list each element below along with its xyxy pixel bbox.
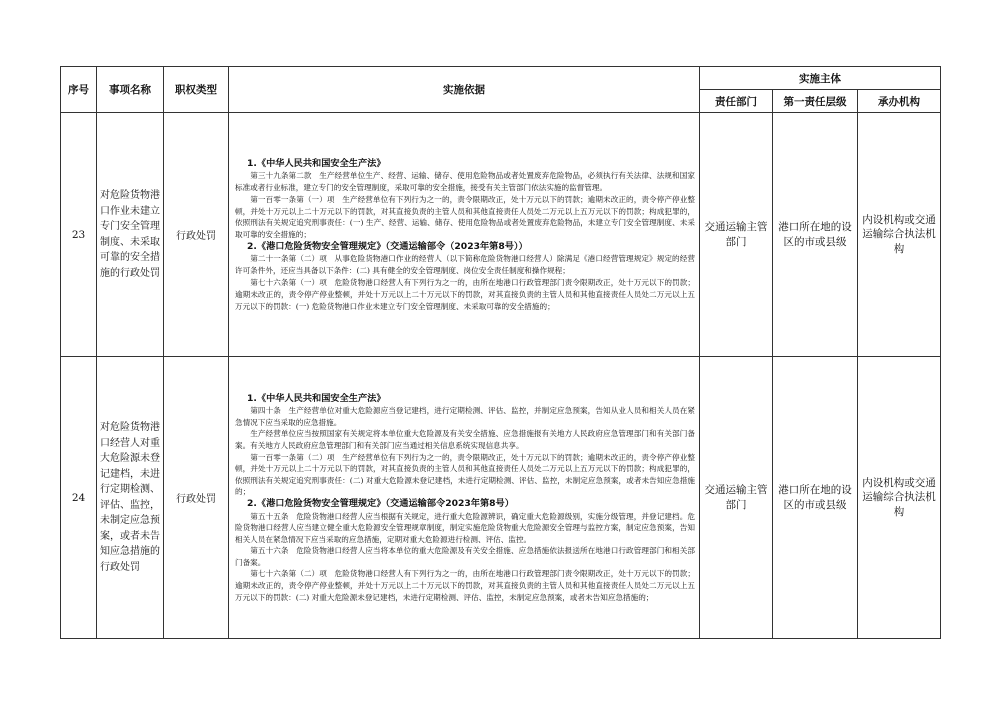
enforcement-table [60,66,941,639]
header-undertaking: 承办机构 [858,90,941,113]
undertaking-cell: 内设机构或交通运输综合执法机构 [858,357,941,639]
undertaking-cell: 内设机构或交通运输综合执法机构 [858,113,941,357]
resp-dept-cell: 交通运输主管部门 [700,357,773,639]
header-item-name: 事项名称 [97,67,164,113]
seq-cell: 23 [61,113,97,357]
header-row-1 [61,67,941,90]
law-title: 2.《港口危险货物安全管理规定》（交通运输部令2023年第8号） [247,498,514,509]
item-name-cell: 对危险货物港口经营人对重大危险源未登记建档，未进行定期检测、评估、监控，未制定应急预案，或者未告知应急措施的行政处罚 [97,357,164,639]
resp-dept-cell: 交通运输主管部门 [700,113,773,357]
header-basis: 实施依据 [229,67,700,113]
basis-paragraph: 第五十五条 危险货物港口经营人应当根据有关规定，进行重大危险源辨识，确定重大危险源级别，实施分级管理，并登记建档。危险货物港口经营人应当建立健全重大危险源安全管理规章制度，制定实施危险货物重大危险源安全管理与监控方案，制定应急预案，告知相关人员在紧急情况下应当采取的应急措施，定期对重大危险源进行检测、评估、监控。 [235,511,695,544]
basis-paragraph: 生产经营单位应当按照国家有关规定将本单位重大危险源及有关安全措施、应急措施报有关地方人民政府应急管理部门和有关部门备案。有关地方人民政府应急管理部门和有关部门应当通过相关信息系统实现信息共享。 [235,429,695,451]
basis-cell [229,113,700,357]
basis-cell [229,357,700,639]
header-subject: 实施主体 [700,67,941,90]
law-title: 2.《港口危险货物安全管理规定》（交通运输部令（2023年第8号）） [247,240,528,252]
power-type-cell: 行政处罚 [164,357,229,639]
header-power-type: 职权类型 [164,67,229,113]
seq-cell: 24 [61,357,97,639]
basis-paragraph: 第二十一条第（二）项 从事危险货物港口作业的经营人（以下简称危险货物港口经营人）除满足《港口经营管理规定》规定的经营许可条件外，还应当具备以下条件：(二) 具有健全的安全管理制度、岗位安全责任制度和操作规程； [235,254,695,276]
basis-paragraph: 第七十六条第（二）项 危险货物港口经营人有下列行为之一的，由所在地港口行政管理部门责令限期改正，处十万元以下的罚款；逾期未改正的，责令停产停业整顿，并处十万元以上二十万元以下的罚款，对其直接负责的主管人员和其他直接责任人员处二万元以上五万元以下的罚款：(二) 对重大危险源未登记建档，未进行定期检测、评估、监控，未制定应急预案，或者未告知应急措施的； [235,569,695,602]
item-name-cell: 对危险货物港口作业未建立专门安全管理制度、未采取可靠的安全措施的行政处罚 [97,113,164,357]
law-title: 1.《中华人民共和国安全生产法》 [247,157,386,169]
basis-paragraph: 第四十条 生产经营单位对重大危险源应当登记建档，进行定期检测、评估、监控，并制定应急预案，告知从业人员和相关人员在紧急情况下应当采取的应急措施。 [235,406,695,427]
header-seq: 序号 [61,67,97,113]
first-level-cell: 港口所在地的设区的市或县级 [773,113,858,357]
power-type-cell: 行政处罚 [164,113,229,357]
law-title: 1.《中华人民共和国安全生产法》 [247,392,386,404]
basis-paragraph: 第五十六条 危险货物港口经营人应当将本单位的重大危险源及有关安全措施、应急措施依法报送所在地港口行政管理部门和相关部门备案。 [235,546,695,567]
basis-paragraph: 第一百零一条第（二）项 生产经营单位有下列行为之一的，责令限期改正，处十万元以下的罚款；逾期未改正的，责令停产停业整顿，并处十万元以上二十万元以下的罚款，对其直接负责的主管人员和其他直接责任人员处二万元以上五万元以下的罚款；构成犯罪的，依照刑法有关规定追究刑事责任：(二) 对重大危险源未登记建档，未进行定期检测、评估、监控，未制定应急预案，或者未告知应急措施的； [235,452,695,497]
table-row [61,113,941,357]
basis-paragraph: 第七十六条第（一）项 危险货物港口经营人有下列行为之一的，由所在地港口行政管理部门责令限期改正，处十万元以下的罚款；逾期未改正的，责令停产停业整顿，并处十万元以上二十万元以下的罚款，对其直接负责的主管人员和其他直接责任人员处二万元以上五万元以下的罚款：(一) 危险货物港口作业未建立专门安全管理制度、未采取可靠的安全措施的； [235,277,695,311]
first-level-cell: 港口所在地的设区的市或县级 [773,357,858,639]
basis-paragraph: 第一百零一条第（一）项 生产经营单位有下列行为之一的，责令限期改正，处十万元以下的罚款；逾期未改正的，责令停产停业整顿，并处十万元以上二十万元以下的罚款，对其直接负责的主管人员和其他直接责任人员处二万元以上五万元以下的罚款；构成犯罪的，依照刑法有关规定追究刑事责任：(一) 生产、经营、运输、储存、使用危险物品或者处置废弃危险物品，未建立专门安全管理制度、未采取可靠的安全措施的； [235,194,695,240]
header-first-level: 第一责任层级 [773,90,858,113]
header-resp-dept: 责任部门 [700,90,773,113]
basis-paragraph: 第三十九条第二款 生产经营单位生产、经营、运输、储存、使用危险物品或者处置废弃危险物品，必须执行有关法律、法规和国家标准或者行业标准，建立专门的安全管理制度，采取可靠的安全措施，接受有关主管部门依法实施的监督管理。 [235,171,695,192]
table-row [61,357,941,639]
